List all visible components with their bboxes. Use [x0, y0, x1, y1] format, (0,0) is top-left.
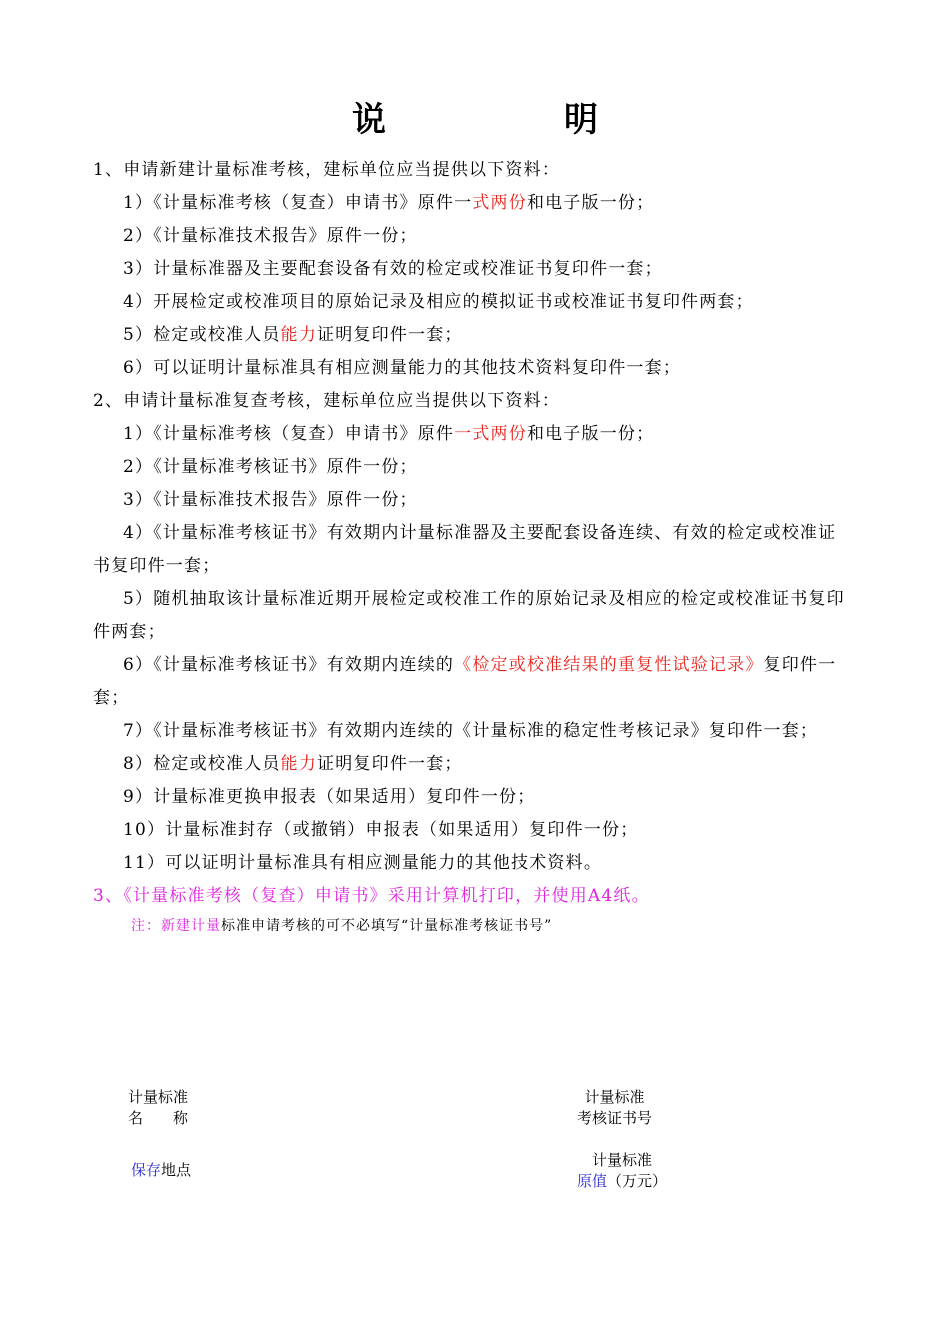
s2-item-9: 9）计量标准更换申报表（如果适用）复印件一份；	[123, 787, 536, 807]
s2-item-5: 5）随机抽取该计量标准近期开展检定或校准工作的原始记录及相应的检定或校准证书复印件两套；	[93, 589, 845, 642]
section-2-heading: 2、申请计量标准复查考核，建标单位应当提供以下资料：	[93, 391, 561, 411]
s1-item-1: 1）《计量标准考核（复查）申请书》原件一式两份和电子版一份；	[123, 193, 655, 213]
certificate-number-label: 计量标准 考核证书号	[577, 1088, 653, 1127]
s2-item-11: 11）可以证明计量标准具有相应测量能力的其他技术资料。	[123, 853, 603, 873]
standard-name-label: 计量标准 名 称	[128, 1088, 189, 1127]
section-1-heading: 1、申请新建计量标准考核，建标单位应当提供以下资料：	[93, 160, 561, 180]
storage-location-label: 保存地点	[131, 1161, 192, 1179]
highlight-text: 一式两份	[454, 424, 527, 444]
highlight-text: 《检定或校准结果的重复性试验记录》	[454, 655, 764, 675]
note-line: 注：新建计量标准申请考核的可不必填写“计量标准考核证书号”	[131, 918, 553, 934]
instructions-body	[93, 154, 853, 939]
s1-item-4: 4）开展检定或校准项目的原始记录及相应的模拟证书或校准证书复印件两套；	[123, 292, 754, 312]
note-highlight: 注：新建计量	[131, 918, 221, 934]
highlight-text: 式两份	[472, 193, 527, 213]
s2-item-4: 4）《计量标准考核证书》有效期内计量标准器及主要配套设备连续、有效的检定或校准证书复印件一套；	[93, 523, 837, 576]
section-3-text: 3、《计量标准考核（复查）申请书》采用计算机打印，并使用A4纸。	[93, 886, 650, 906]
s2-item-6: 6）《计量标准考核证书》有效期内连续的《检定或校准结果的重复性试验记录》复印件一套；	[93, 655, 837, 708]
s2-item-10: 10）计量标准封存（或撤销）申报表（如果适用）复印件一份；	[123, 820, 639, 840]
highlight-text: 能力	[280, 754, 318, 774]
s2-item-8: 8）检定或校准人员能力证明复印件一套；	[123, 754, 463, 774]
s2-item-7: 7）《计量标准考核证书》有效期内连续的《计量标准的稳定性考核记录》复印件一套；	[123, 721, 819, 741]
s1-item-3: 3）计量标准器及主要配套设备有效的检定或校准证书复印件一套；	[123, 259, 663, 279]
s2-item-1: 1）《计量标准考核（复查）申请书》原件一式两份和电子版一份；	[123, 424, 655, 444]
original-value-label: 计量标准 原值（万元）	[577, 1151, 668, 1190]
s1-item-2: 2）《计量标准技术报告》原件一份；	[123, 226, 418, 246]
s1-item-6: 6）可以证明计量标准具有相应测量能力的其他技术资料复印件一套；	[123, 358, 682, 378]
s2-item-2: 2）《计量标准考核证书》原件一份；	[123, 457, 418, 477]
highlight-text: 能力	[280, 325, 318, 345]
s1-item-5: 5）检定或校准人员能力证明复印件一套；	[123, 325, 463, 345]
s2-item-3: 3）《计量标准技术报告》原件一份；	[123, 490, 418, 510]
page-title: 说 明	[352, 100, 670, 140]
